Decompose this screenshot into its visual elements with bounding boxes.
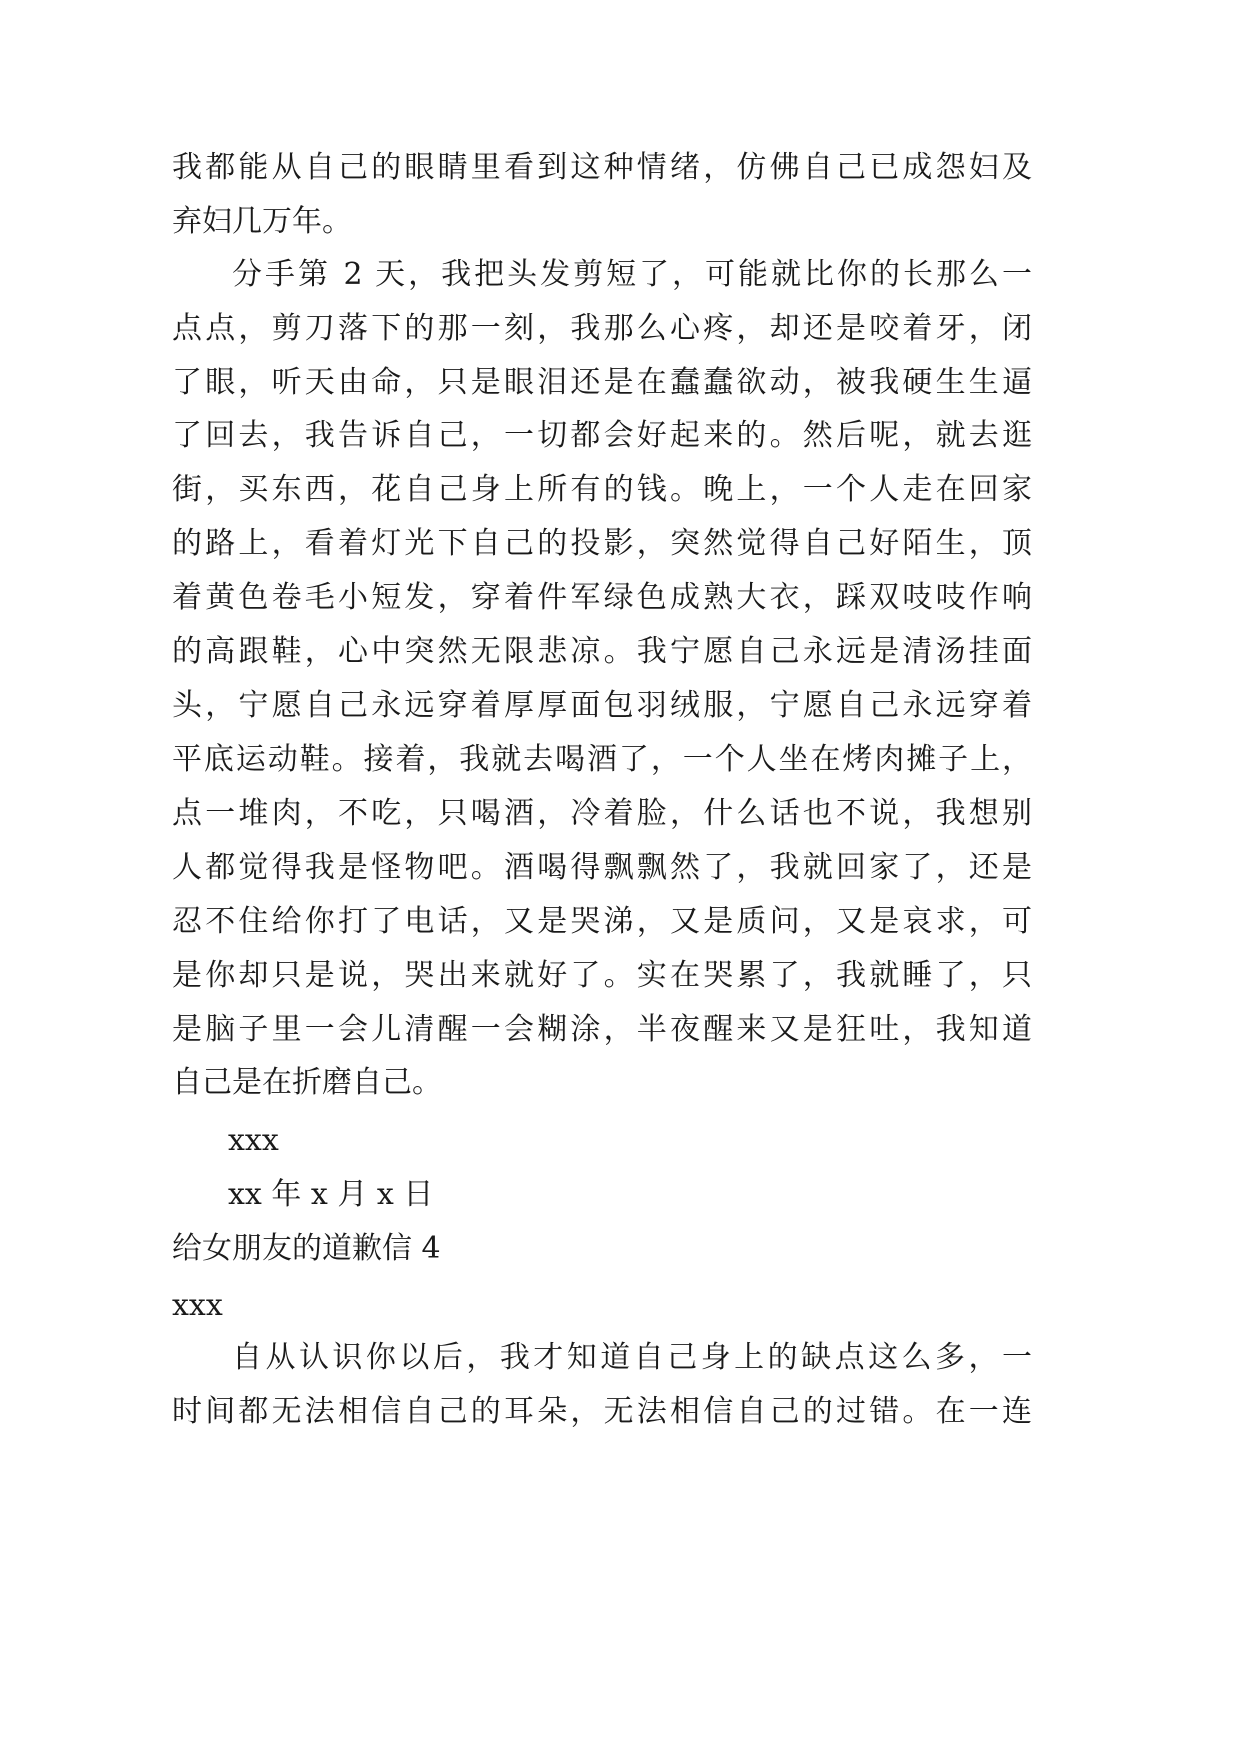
paragraph-start-line: 分手第 2 天，我把头发剪短了，可能就比你的长那么一 (232, 257, 1032, 292)
body-text-line: 忍不住给你打了电话，又是哭涕，又是质问，又是哀求，可 (172, 904, 1032, 939)
body-text-line: 的路上，看着灯光下自己的投影，突然觉得自己好陌生，顶 (172, 526, 1032, 561)
body-text-line: 是脑子里一会儿清醒一会糊涂，半夜醒来又是狂吐，我知道 (172, 1012, 1032, 1047)
signature-date: xx 年 x 月 x 日 (228, 1177, 434, 1212)
body-text-line: 人都觉得我是怪物吧。酒喝得飘飘然了，我就回家了，还是 (172, 850, 1032, 885)
body-text-line: 自己是在折磨自己。 (172, 1065, 442, 1100)
body-text-line: 弃妇几万年。 (172, 204, 352, 239)
salutation: xxx (172, 1288, 223, 1323)
body-text-line: 了眼，听天由命，只是眼泪还是在蠢蠢欲动，被我硬生生逼 (172, 365, 1032, 400)
body-text-line: 我都能从自己的眼睛里看到这种情绪，仿佛自己已成怨妇及 (172, 150, 1032, 185)
body-text-line: 了回去，我告诉自己，一切都会好起来的。然后呢，就去逛 (172, 418, 1032, 453)
paragraph-start-line: 自从认识你以后，我才知道自己身上的缺点这么多，一 (232, 1340, 1032, 1375)
body-text-line: 是你却只是说，哭出来就好了。实在哭累了，我就睡了，只 (172, 958, 1032, 993)
body-text-line: 头，宁愿自己永远穿着厚厚面包羽绒服，宁愿自己永远穿着 (172, 688, 1032, 723)
body-text-line: 时间都无法相信自己的耳朵，无法相信自己的过错。在一连 (172, 1394, 1032, 1429)
body-text-line: 点点，剪刀落下的那一刻，我那么心疼，却还是咬着牙，闭 (172, 311, 1032, 346)
section-title: 给女朋友的道歉信 4 (172, 1231, 441, 1266)
body-text-line: 街，买东西，花自己身上所有的钱。晚上，一个人走在回家 (172, 472, 1032, 507)
body-text-line: 着黄色卷毛小短发，穿着件军绿色成熟大衣，踩双吱吱作响 (172, 580, 1032, 615)
signature-name: xxx (228, 1123, 279, 1158)
body-text-line: 的高跟鞋，心中突然无限悲凉。我宁愿自己永远是清汤挂面 (172, 634, 1032, 669)
body-text-line: 平底运动鞋。接着，我就去喝酒了，一个人坐在烤肉摊子上， (172, 742, 1032, 777)
body-text-line: 点一堆肉，不吃，只喝酒，冷着脸，什么话也不说，我想别 (172, 796, 1032, 831)
